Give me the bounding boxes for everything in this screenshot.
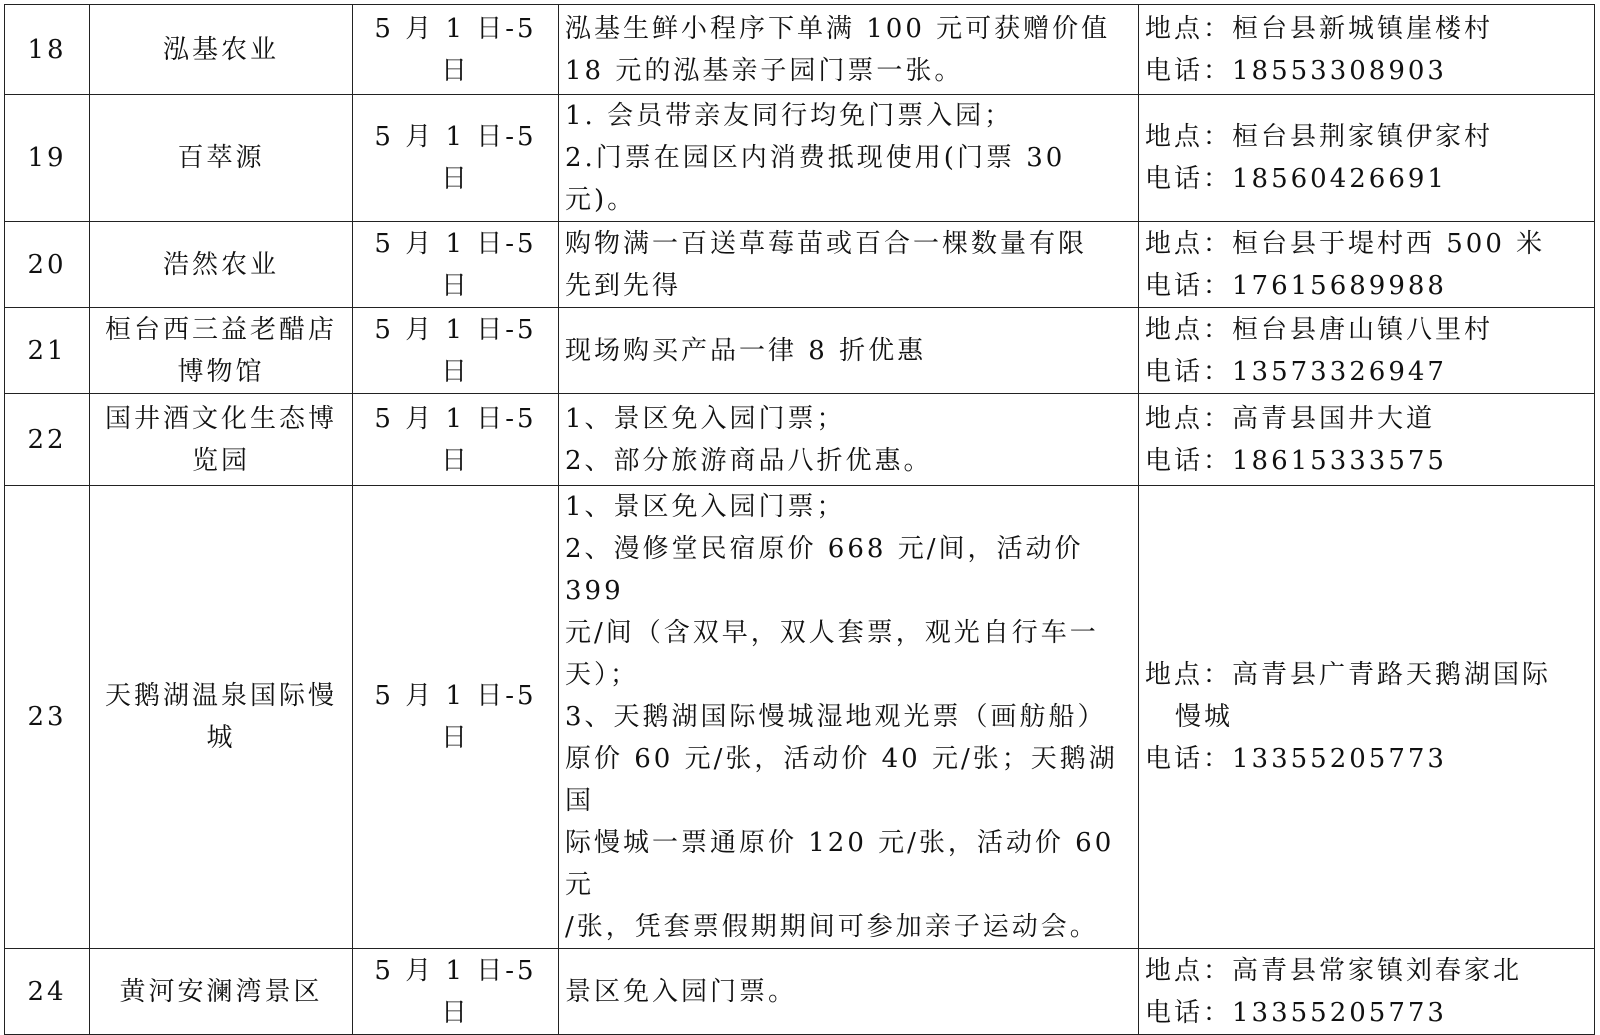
activity-date: 5 月 1 日-5 日 (353, 5, 559, 95)
offer-description (559, 5, 1139, 95)
offer-line: 2、漫修堂民宿原价 668 元/间，活动价 399 (565, 534, 1095, 606)
location-contact (1139, 394, 1595, 486)
venue-name: 黄河安澜湾景区 (90, 949, 353, 1035)
row-number: 19 (5, 95, 90, 222)
contact-phone: 电话：17615689988 (1145, 270, 1447, 301)
activity-date: 5 月 1 日-5 日 (353, 308, 559, 394)
location-address-continued: 慢城 (1175, 702, 1234, 732)
offer-line: 2、部分旅游商品八折优惠。 (565, 445, 933, 476)
venue-name: 桓台西三益老醋店博物馆 (90, 308, 353, 394)
location-address: 地点：桓台县唐山镇八里村 (1145, 314, 1494, 345)
offer-line: 1. 会员带亲友同行均免门票入园； (565, 101, 1014, 131)
offer-line: 原价 60 元/张，活动价 40 元/张；天鹅湖国 (565, 744, 1118, 816)
offer-line: 泓基生鲜小程序下单满 100 元可获赠价值 (565, 13, 1111, 44)
location-contact (1139, 308, 1595, 394)
offer-description (559, 222, 1139, 308)
offer-line: 天）； (565, 660, 640, 690)
activity-date: 5 月 1 日-5 日 (353, 222, 559, 308)
row-number: 22 (5, 394, 90, 486)
offer-line: 1、景区免入园门票； (565, 492, 846, 522)
contact-phone: 电话：18560426691 (1145, 164, 1447, 194)
row-number: 20 (5, 222, 90, 308)
contact-phone: 电话：13573326947 (1145, 356, 1447, 387)
row-number: 24 (5, 949, 90, 1035)
offer-line: 3、天鹅湖国际慢城湿地观光票（画舫船） (565, 702, 1107, 732)
location-contact (1139, 5, 1595, 95)
activity-date: 5 月 1 日-5 日 (353, 394, 559, 486)
table-row (5, 949, 1595, 1035)
contact-phone: 电话：18553308903 (1145, 55, 1447, 86)
location-address: 地点：高青县国井大道 (1145, 403, 1436, 434)
table-body (5, 5, 1595, 1035)
offer-description (559, 394, 1139, 486)
offer-line: 2.门票在园区内消费抵现使用(门票 30 元)。 (565, 143, 1077, 215)
location-address: 地点：高青县常家镇刘春家北 (1145, 955, 1523, 986)
row-number: 18 (5, 5, 90, 95)
offer-line: 元/间（含双早，双人套票，观光自行车一 (565, 618, 1099, 648)
offer-line: 先到先得 (565, 270, 682, 301)
offer-description (559, 308, 1139, 394)
location-contact (1139, 486, 1595, 949)
offer-description (559, 949, 1139, 1035)
offer-line: /张，凭套票假期期间可参加亲子运动会。 (565, 912, 1099, 942)
table-row (5, 308, 1595, 394)
activity-date: 5 月 1 日-5 日 (353, 95, 559, 222)
offer-description (559, 95, 1139, 222)
table-row (5, 222, 1595, 308)
activity-date: 5 月 1 日-5 日 (353, 486, 559, 949)
activity-date: 5 月 1 日-5 日 (353, 949, 559, 1035)
offer-line: 18 元的泓基亲子园门票一张。 (565, 55, 964, 86)
offer-line: 际慢城一票通原价 120 元/张，活动价 60 元 (565, 828, 1126, 900)
offer-line: 景区免入园门票。 (565, 976, 798, 1007)
offer-description (559, 486, 1139, 949)
location-contact (1139, 222, 1595, 308)
activity-table (4, 4, 1595, 1035)
venue-name: 百萃源 (90, 95, 353, 222)
location-contact (1139, 949, 1595, 1035)
row-number: 21 (5, 308, 90, 394)
row-number: 23 (5, 486, 90, 949)
offer-line: 购物满一百送草莓苗或百合一棵数量有限 (565, 228, 1088, 259)
location-address: 地点：桓台县于堤村西 500 米 (1145, 228, 1546, 259)
offer-line: 现场购买产品一律 8 折优惠 (565, 335, 927, 366)
contact-phone: 电话：13355205773 (1145, 997, 1447, 1028)
contact-phone: 电话：18615333575 (1145, 445, 1447, 476)
venue-name: 国井酒文化生态博览园 (90, 394, 353, 486)
location-address: 地点：桓台县新城镇崖楼村 (1145, 13, 1494, 44)
table-row (5, 95, 1595, 222)
location-address: 地点：高青县广青路天鹅湖国际 (1145, 660, 1552, 690)
table-row (5, 394, 1595, 486)
table-row (5, 5, 1595, 95)
location-address: 地点：桓台县荆家镇伊家村 (1145, 122, 1494, 152)
venue-name: 泓基农业 (90, 5, 353, 95)
location-contact (1139, 95, 1595, 222)
offer-line: 1、景区免入园门票； (565, 403, 846, 434)
venue-name: 天鹅湖温泉国际慢城 (90, 486, 353, 949)
contact-phone: 电话：13355205773 (1145, 744, 1447, 774)
table-row (5, 486, 1595, 949)
venue-name: 浩然农业 (90, 222, 353, 308)
